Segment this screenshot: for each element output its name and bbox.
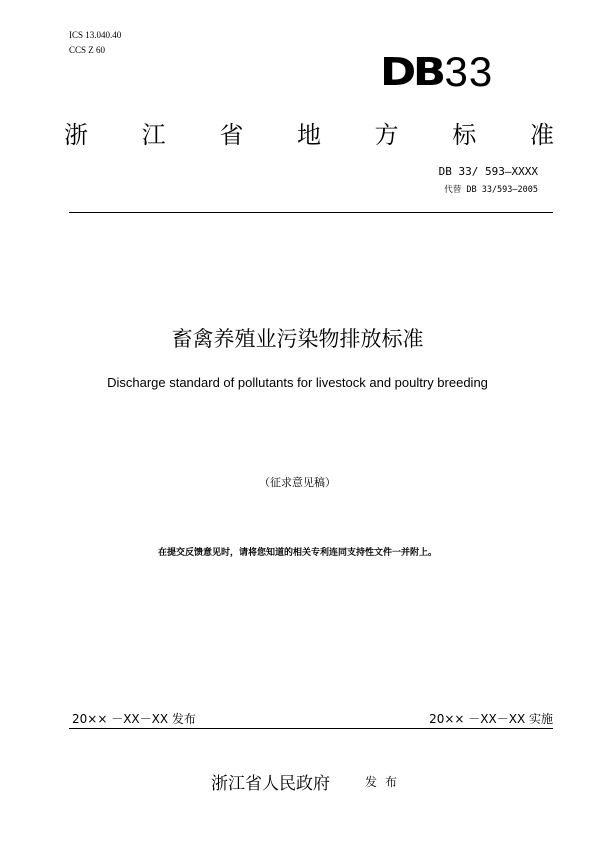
standard-type-char: 地	[296, 121, 321, 149]
draft-status: （征求意见稿）	[259, 476, 336, 489]
issue-date: 20×× －XX－XX 发布	[72, 712, 196, 726]
footer-divider	[69, 728, 553, 729]
patent-notice: 在提交反馈意见时，请将您知道的相关专利连同支持性文件一并附上。	[157, 548, 437, 558]
ccs-code: CCS Z 60	[69, 45, 106, 55]
db-logo-number: 33	[444, 48, 494, 95]
standard-number: DB 33/ 593—XXXX	[438, 165, 538, 178]
document-title-cn: 畜禽养殖业污染物排放标准	[171, 327, 424, 351]
header-divider	[69, 212, 553, 213]
standard-type-char: 标	[452, 121, 477, 149]
document-title-en: Discharge standard of pollutants for livestock and poultry breeding	[107, 375, 488, 390]
standard-type-char: 浙	[64, 121, 88, 149]
standard-type-char: 准	[529, 121, 554, 149]
implementation-date: 20×× －XX－XX 实施	[429, 712, 553, 726]
db-logo	[380, 50, 493, 94]
db-logo-prefix: DB	[380, 50, 443, 94]
standard-type-char: 省	[219, 121, 244, 149]
issuing-authority: 浙江省人民政府	[211, 774, 330, 794]
ics-code: ICS 13.040.40	[69, 30, 122, 40]
standard-type-char: 方	[374, 121, 399, 149]
issued-label: 发布	[365, 775, 406, 789]
replaces-standard: 代替 DB 33/593—2005	[444, 185, 538, 195]
classification-codes	[69, 28, 121, 58]
standard-type-heading	[64, 115, 554, 150]
standard-type-char: 江	[141, 121, 166, 149]
